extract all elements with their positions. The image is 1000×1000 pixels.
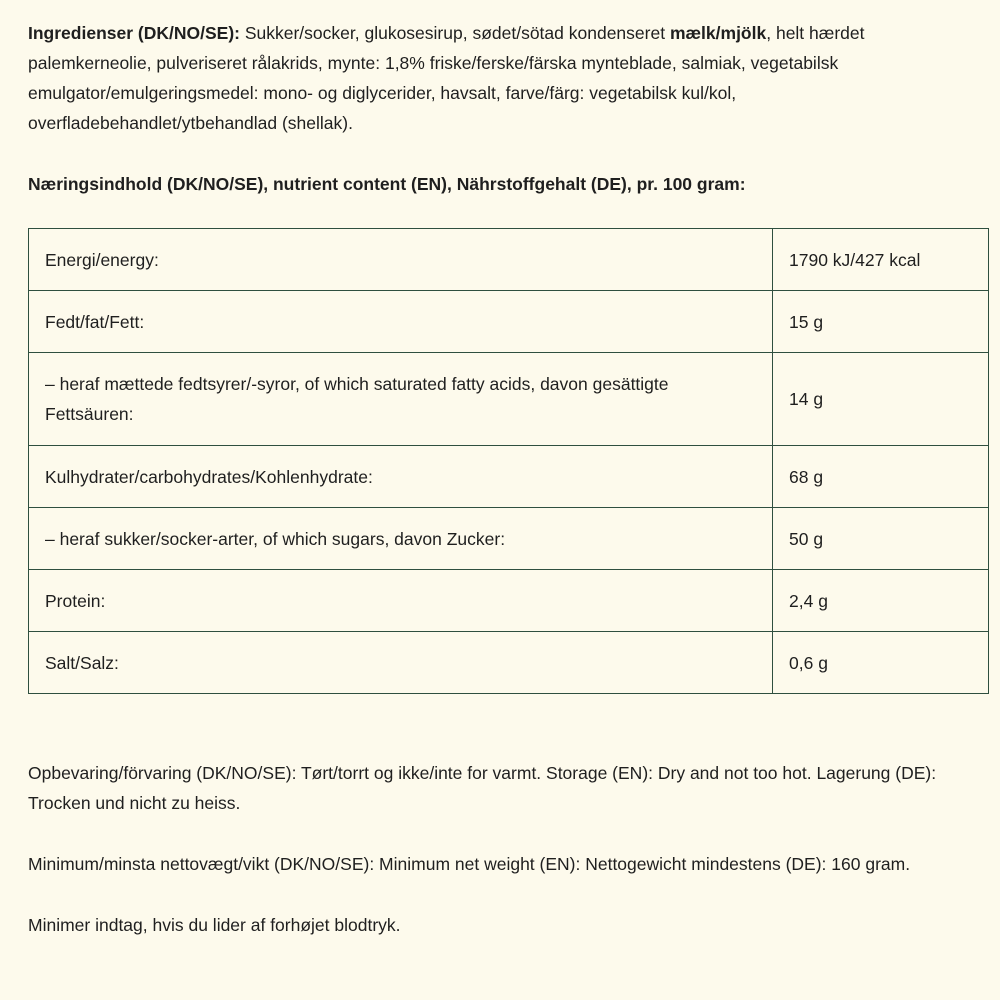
product-info <box>28 18 988 940</box>
nutrient-value: 15 g <box>773 291 989 353</box>
nutrient-label: – heraf mættede fedtsyrer/-syror, of which saturated fatty acids, davon gesättigte Fettsäuren: <box>29 353 773 446</box>
ingredients-label: Ingredienser (DK/NO/SE): <box>28 23 240 43</box>
table-row <box>29 446 989 508</box>
table-row <box>29 508 989 570</box>
table-row <box>29 570 989 632</box>
nutrient-value: 68 g <box>773 446 989 508</box>
allergen-highlight: mælk/mjölk <box>669 23 767 43</box>
nutrient-value: 2,4 g <box>773 570 989 632</box>
nutrition-heading: Næringsindhold (DK/NO/SE), nutrient content (EN), Nährstoffgehalt (DE), pr. 100 gram: <box>28 174 746 194</box>
health-advice: Minimer indtag, hvis du lider af forhøjet blodtryk. <box>28 915 401 935</box>
table-row <box>29 229 989 291</box>
ingredients-text: Sukker/socker, glukosesirup, sødet/sötad kondenseret <box>239 23 670 43</box>
nutrient-label: Protein: <box>29 570 773 632</box>
nutrient-value: 1790 kJ/427 kcal <box>773 229 989 291</box>
nutrient-label: Energi/energy: <box>29 229 773 291</box>
net-weight: Minimum/minsta nettovægt/vikt (DK/NO/SE): Minimum net weight (EN): Nettogewicht mindestens (DE): 160 gram. <box>28 854 911 874</box>
nutrient-label: – heraf sukker/socker-arter, of which sugars, davon Zucker: <box>29 508 773 570</box>
nutrient-value: 50 g <box>773 508 989 570</box>
nutrient-label: Kulhydrater/carbohydrates/Kohlenhydrate: <box>29 446 773 508</box>
table-row <box>29 353 989 446</box>
nutrient-label: Fedt/fat/Fett: <box>29 291 773 353</box>
nutrient-value: 14 g <box>773 353 989 446</box>
nutrition-table <box>28 228 989 694</box>
table-row <box>29 632 989 694</box>
nutrient-label: Salt/Salz: <box>29 632 773 694</box>
ingredients-paragraph <box>28 18 978 138</box>
nutrient-value: 0,6 g <box>773 632 989 694</box>
storage-instructions: Opbevaring/förvaring (DK/NO/SE): Tørt/torrt og ikke/inte for varmt. Storage (EN): Dry and not too hot. Lagerung (DE): Trocken und nicht zu heiss. <box>28 763 937 813</box>
table-row <box>29 291 989 353</box>
ingredients-text-continued: , helt hærdet palemkerneolie, pulveriseret rålakrids, mynte: 1,8% friske/ferske/färska mynteblade, salmiak, vegetabilsk emulgator/emulgeringsmedel: mono- og diglycerider, havsalt, farve/färg: vegetabilsk kul/kol, overfladebehandlet/ytbehandlad (shellak). <box>28 23 865 133</box>
